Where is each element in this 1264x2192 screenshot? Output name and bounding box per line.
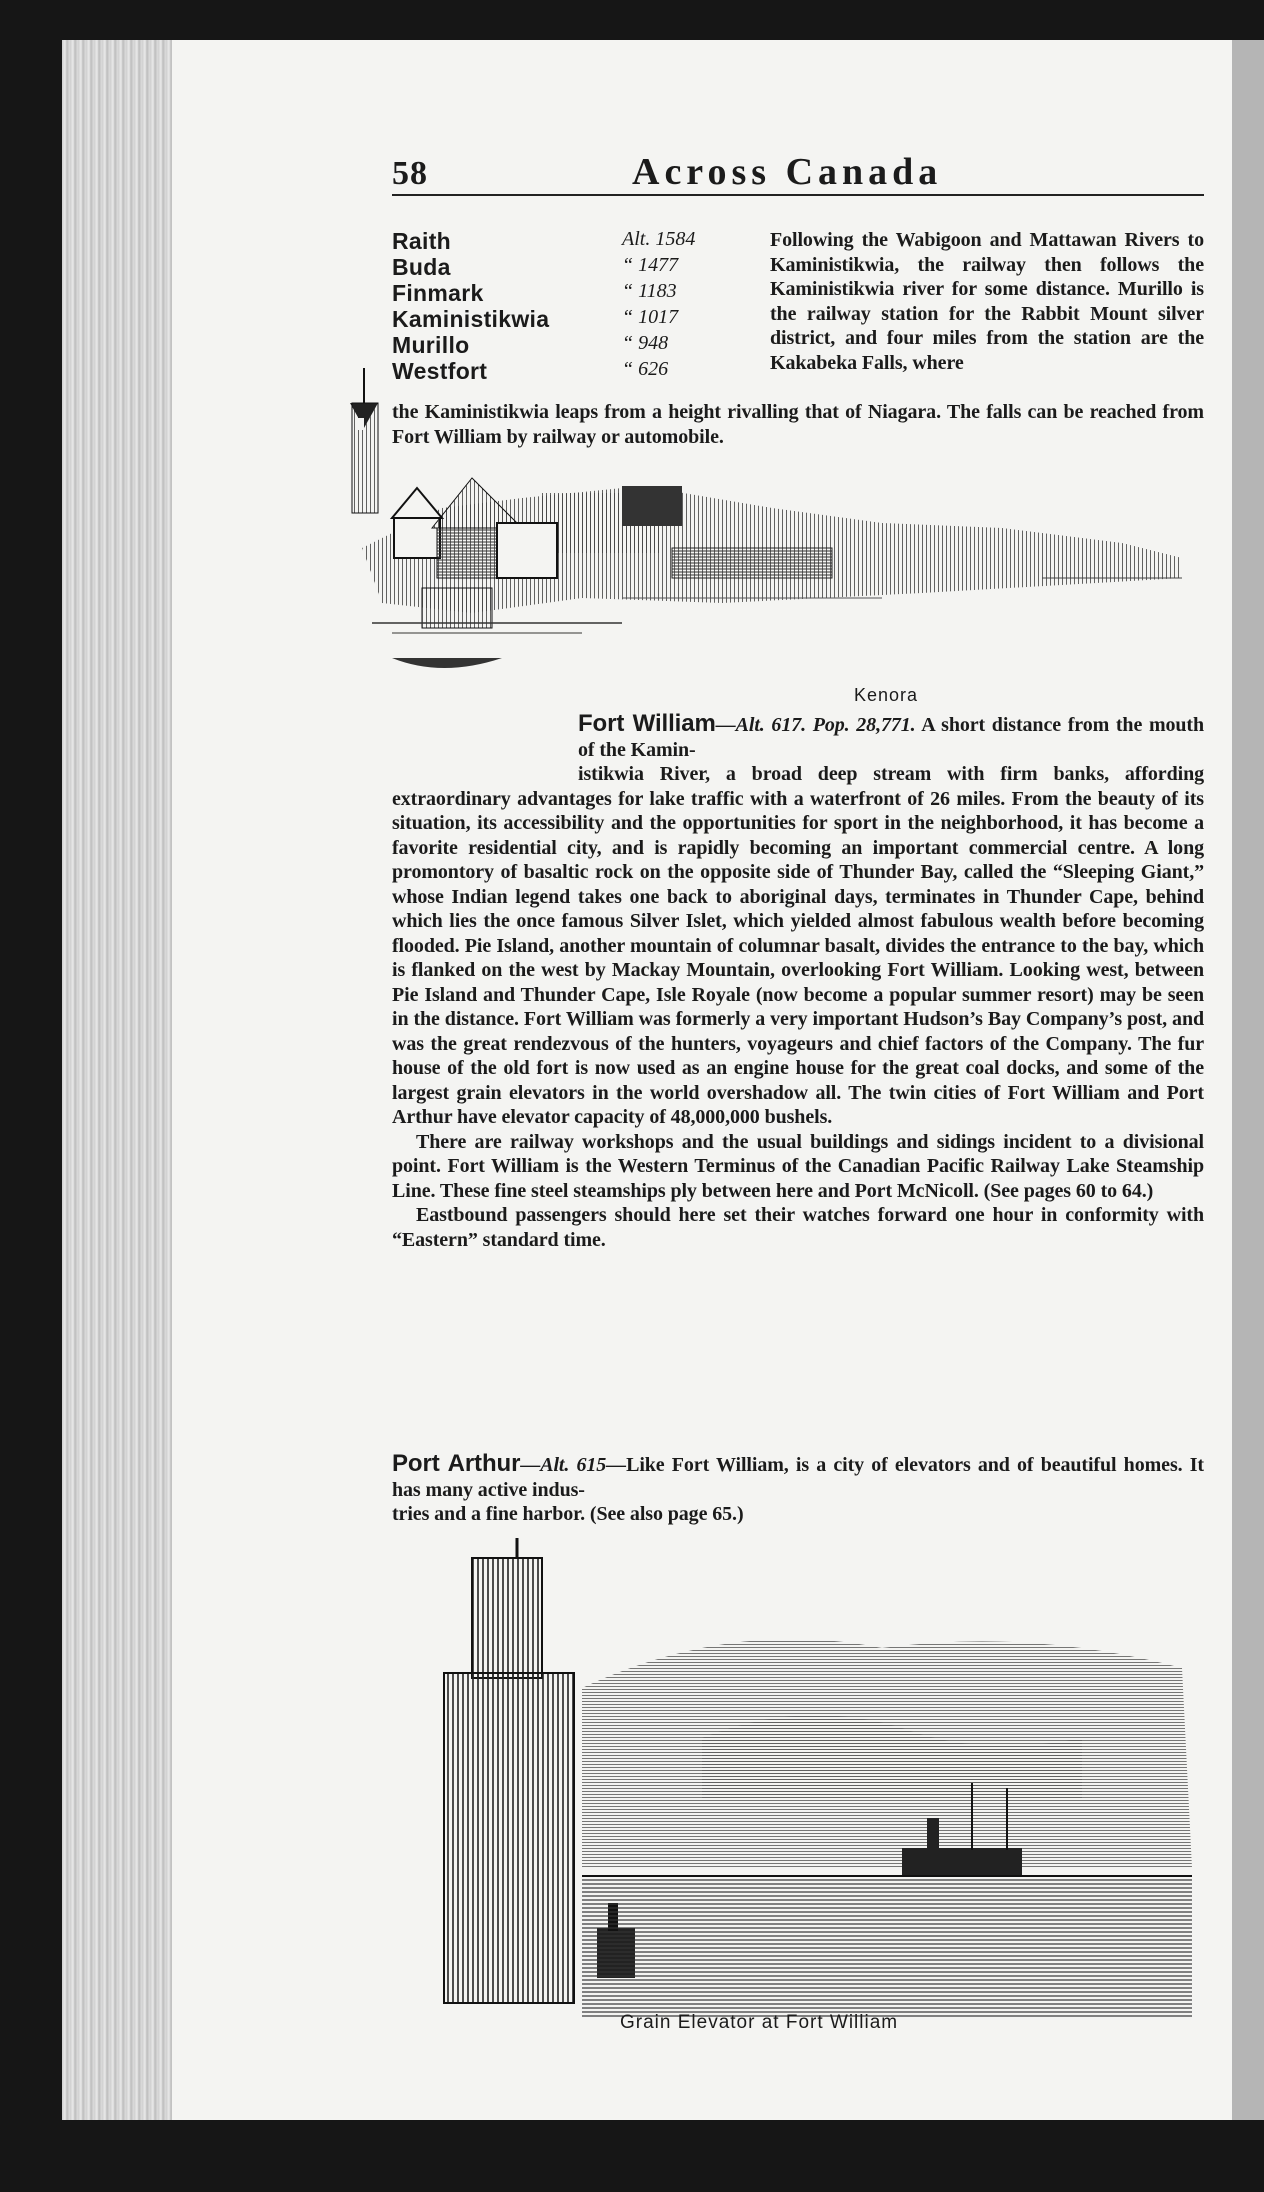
kenora-tower (350, 368, 378, 513)
facing-page-edge (1232, 40, 1264, 2120)
station-altitude: “ 1183 (622, 280, 677, 302)
fort-william-para-2: There are railway workshops and the usual buildings and sidings incident to a divisional point. Fort William is the Western Terminus of the Canadian Pacific Railway Lake Steamship Line. These fine steel steamships ply between here and Port McNicoll. (See pages 60 to 64.) (392, 1130, 1204, 1202)
station-row (392, 254, 722, 280)
fort-william-para-3: Eastbound passengers should here set their watches forward one hour in conformity with “Eastern” standard time. (392, 1204, 1204, 1251)
running-title: Across Canada (632, 151, 943, 193)
station-altitude: “ 948 (622, 332, 669, 354)
page-edges (62, 40, 172, 2120)
intro-column-text: Following the Wabigoon and Mattawan Rivers to Kaministikwia, the railway then follows the Kaministikwia river for some distance. Murillo is the railway station for the Rabbit Mount silver district, and four miles from the station are the Kakabeka Falls, where (770, 229, 1204, 374)
station-name: Finmark (392, 280, 484, 306)
port-arthur-section (392, 1452, 1204, 1527)
fort-william-lead (392, 712, 1204, 762)
station-name: Westfort (392, 358, 488, 384)
station-name: Kaministikwia (392, 306, 550, 332)
intro-continued-text: the Kaministikwia leaps from a height rivalling that of Niagara. The falls can be reached from Fort William by railway or automobile. (392, 401, 1204, 448)
page-header (392, 150, 1204, 196)
station-altitude: “ 1017 (622, 306, 679, 328)
elevator-water (582, 1876, 1192, 2018)
grain-elevator-illustration (382, 1538, 1212, 2068)
station-name: Murillo (392, 332, 470, 358)
station-name: Raith (392, 228, 451, 254)
fort-william-lead-text: A short distance from the mouth of the Kamin- (578, 714, 1205, 761)
elevator-building (444, 1538, 574, 2003)
station-row (392, 332, 722, 358)
station-row (392, 228, 722, 254)
page-number: 58 (392, 155, 428, 192)
fort-william-section (392, 712, 1204, 1252)
kenora-illustration (322, 358, 1212, 738)
port-arthur-lead (392, 1452, 1204, 1502)
port-arthur-lead-text: Like Fort William, is a city of elevators and of beautiful homes. It has many active indus- (392, 1454, 1204, 1501)
fort-william-body: istikwia River, a broad deep stream with firm banks, affording extraordinary advantages for lake traffic with a waterfront of 26 miles. From the beauty of its situation, its accessibility and the opportunities for sport in the neighborhood, it has become a favorite residential city, and is rapidly becoming an important commercial centre. A long promontory of basaltic rock on the opposite side of Thunder Bay, called the “Sleeping Giant,” whose Indian legend takes one back to aboriginal days, terminates in Thunder Cape, behind which lies the once famous Silver Islet, which yielded almost fabulous wealth before becoming flooded. Pie Island, another mountain of columnar basalt, divides the entrance to the bay, which is flanked on the west by Mackay Mountain, overlooking Fort William. Looking west, between Pie Island and Thunder Cape, Isle Royale (now become a popular summer resort) may be seen in the distance. Fort William was formerly a very important Hudson’s Bay Company’s post, and was the great rendezvous of the hunters, voyageurs and chief factors of the Company. The fur house of the old fort is now used as an engine house for the great coal docks, and some of the largest grain elevators in the world overshadow all. The twin cities of Fort William and Port Arthur have elevator capacity of 48,000,000 bushels. (392, 763, 1204, 1128)
station-altitude: “ 1477 (622, 254, 679, 276)
grain-elevator-caption: Grain Elevator at Fort William (620, 2012, 899, 2033)
fort-william-alt-pop: —Alt. 617. Pop. 28,771. (715, 714, 916, 736)
station-row (392, 280, 722, 306)
port-arthur-end: tries and a fine harbor. (See also page 65.) (392, 1503, 744, 1525)
fort-william-heading: Fort William (578, 710, 716, 737)
station-row (392, 306, 722, 332)
station-altitude: “ 626 (622, 358, 669, 380)
page-content (392, 150, 1205, 2033)
station-name: Buda (392, 254, 451, 280)
elevator-sky (582, 1639, 1192, 1868)
port-arthur-alt: —Alt. 615— (520, 1454, 627, 1476)
kenora-caption: Kenora (854, 685, 919, 705)
port-arthur-heading: Port Arthur (392, 1450, 521, 1477)
station-altitude: Alt. 1584 (622, 228, 696, 250)
